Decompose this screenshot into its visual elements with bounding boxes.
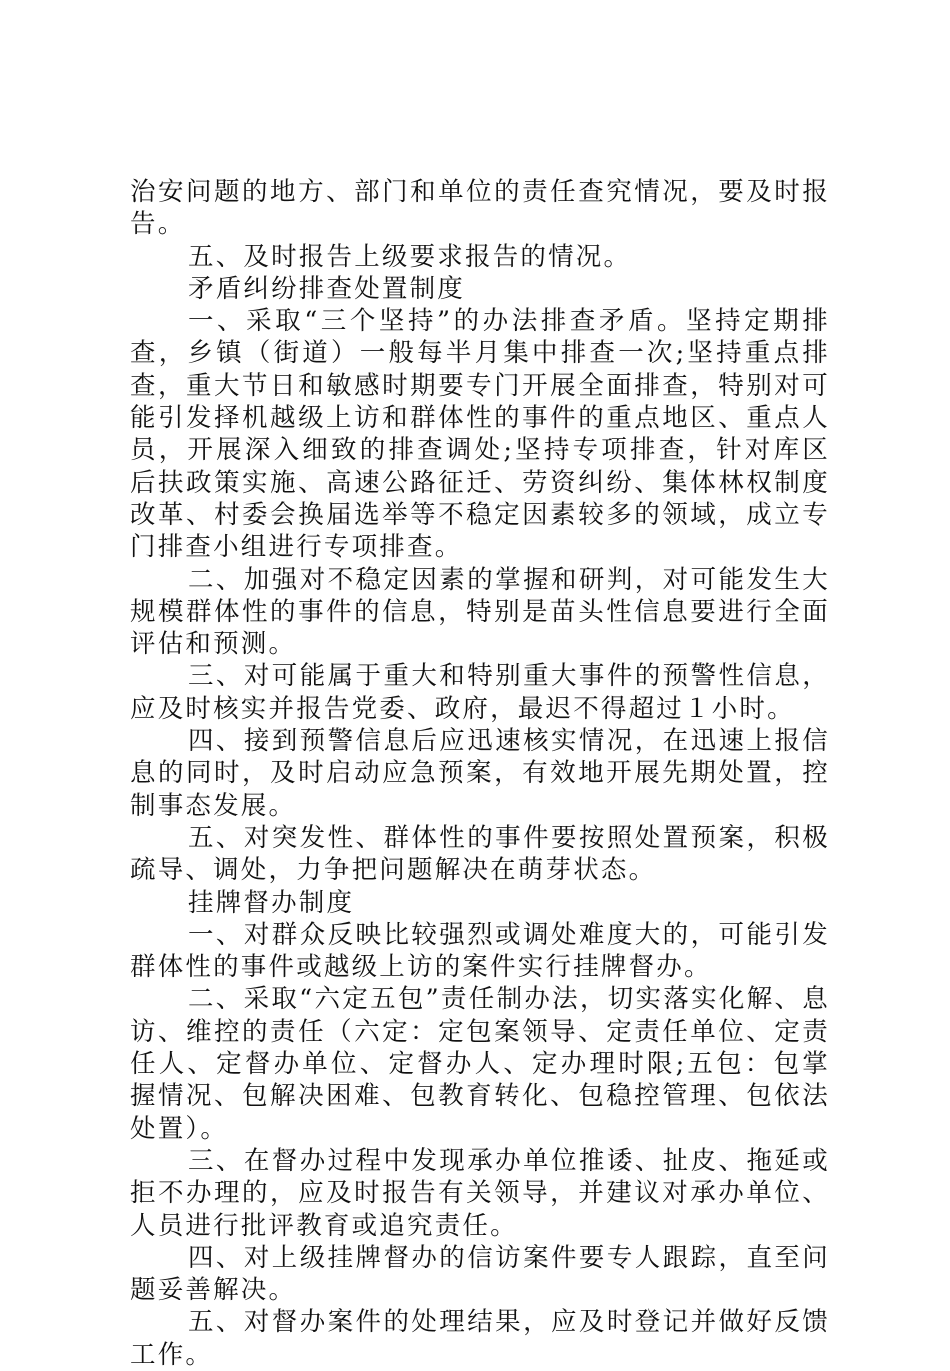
paragraph-item: 一、对群众反映比较强烈或调处难度大的，可能引发群体性的事件或越级上访的案件实行挂牌督办。 xyxy=(130,919,830,983)
paragraph-item: 三、对可能属于重大和特别重大事件的预警性信息，应及时核实并报告党委、政府，最迟不得超过１小时。 xyxy=(130,661,830,724)
paragraph-item: 三、在督办过程中发现承办单位推诿、扯皮、拖延或拒不办理的，应及时报告有关领导，并建议对承办单位、人员进行批评教育或追究责任。 xyxy=(130,1145,830,1241)
section-heading: 矛盾纠纷排查处置制度 xyxy=(188,273,466,304)
paragraph-item: 五、对督办案件的处理结果，应及时登记并做好反馈工作。 xyxy=(130,1307,830,1370)
section-heading: 挂牌督办制度 xyxy=(188,887,355,918)
paragraph-item: 二、采取“六定五包”责任制办法，切实落实化解、息访、维控的责任（六定：定包案领导、定责任单位、定责任人、定督办单位、定督办人、定办理时限;五包：包掌握情况、包解决困难、包教育转化、包稳控管理、包依法处置）。 xyxy=(130,984,830,1144)
paragraph-item: 五、对突发性、群体性的事件要按照处置预案，积极疏导、调处，力争把问题解决在萌芽状态。 xyxy=(130,822,830,886)
paragraph-item: 二、加强对不稳定因素的掌握和研判，对可能发生大规模群体性的事件的信息，特别是苗头性信息要进行全面评估和预测。 xyxy=(130,564,830,660)
paragraph-item: 一、采取“三个坚持”的办法排查矛盾。坚持定期排查，乡镇（街道）一般每半月集中排查一次;坚持重点排查，重大节日和敏感时期要专门开展全面排查，特别对可能引发择机越级上访和群体性的事件的重点地区、重点人员，开展深入细致的排查调处;坚持专项排查，针对库区后扶政策实施、高速公路征迁、劳资纠纷、集体林权制度改革、村委会换届选举等不稳定因素较多的领域，成立专门排查小组进行专项排查。 xyxy=(130,306,830,563)
paragraph-item: 四、对上级挂牌督办的信访案件要专人跟踪，直至问题妥善解决。 xyxy=(130,1242,830,1306)
paragraph-continuation: 治安问题的地方、部门和单位的责任查究情况，要及时报告。 xyxy=(130,177,830,240)
paragraph-item: 四、接到预警信息后应迅速核实情况，在迅速上报信息的同时，及时启动应急预案，有效地开展先期处置，控制事态发展。 xyxy=(130,726,830,821)
paragraph-item: 五、及时报告上级要求报告的情况。 xyxy=(188,241,632,272)
document-body xyxy=(130,176,830,1371)
